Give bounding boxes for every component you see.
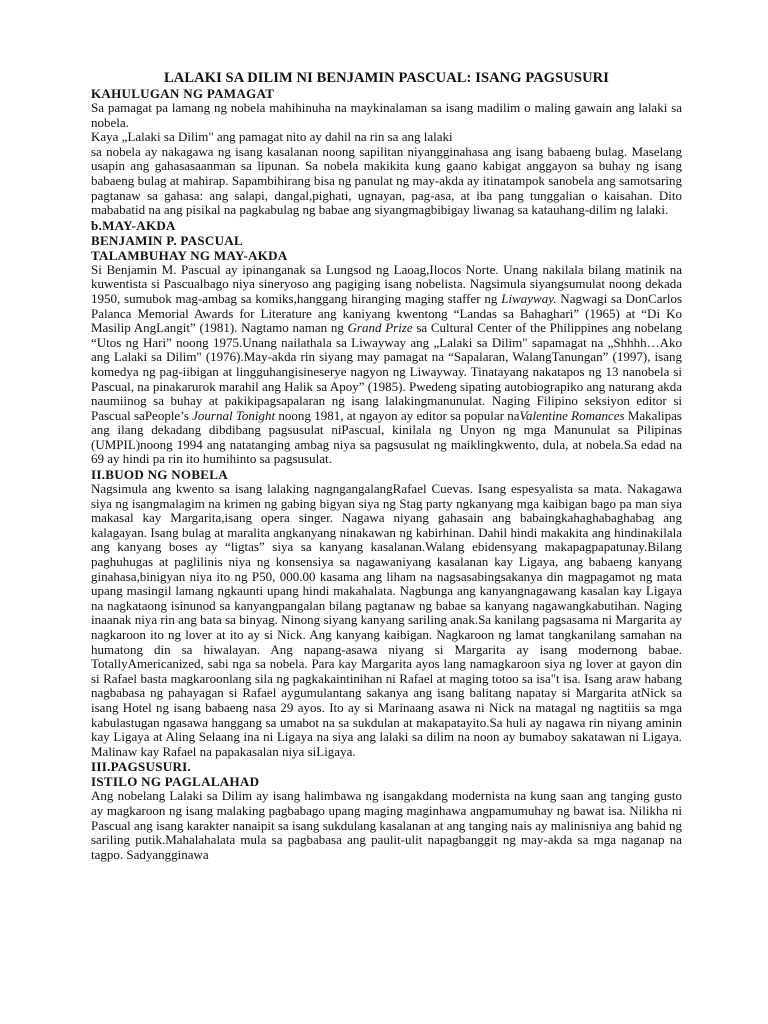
bio-text: Makalipas ang ilang dekadang dibdibang pagsusulat niPascual, kinilala ng Unyon ng mga Manunulat sa Pilipinas (UMPIL)noong 1994 ang natatanging ambag niya sa pagsusulat ng maiklingkwento, dula, at nobela.Sa edad na 69 ay hindi pa rin ito humihinto sa pagsusulat. bbox=[91, 407, 682, 467]
heading-pagsusuri: III.PAGSUSURI. bbox=[91, 759, 192, 775]
paragraph-kaya: Kaya „Lalaki sa Dilim" ang pamagat nito ay dahil na rin sa ang lalaki bbox=[91, 129, 453, 145]
heading-talambuhay: TALAMBUHAY NG MAY-AKDA bbox=[91, 247, 288, 263]
paragraph-istilo: Ang nobelang Lalaki sa Dilim ay isang halimbawa ng isangakdang modernista na kung saan ang tanging gusto ay magkaroon ng isang malaking pagbabago upang maging maginhawa angpamumuhay ng bawat isa. Nilikha ni Pascual ang isang karakter nanaipit sa isang sukdulang kasalanan at ang tanging nais ay malinisniya ang bahid ng sariling putik.Mahalahalata mula sa pagbabasa ang paulit-ulit napagbanggit ng may-akda sa mga naganap na tagpo. Sadyangginawa bbox=[91, 788, 682, 862]
paragraph-biography bbox=[91, 263, 682, 467]
bio-italic-grand-prize: Grand Prize bbox=[347, 320, 413, 336]
paragraph-buod: Nagsimula ang kwento sa isang lalaking nagngangalangRafael Cuevas. Isang espesyalista sa mata. Nakagawa siya ng isangmalagim na krimen ng gabing bigyan siya ng Stag party ngkanyang mga kaibigan bago pa man siya makasal kay Margarita,isang opera singer. Nagawa niyang gahasain ang babaingkahaghabaghabag ang kalagayan. Isang bulag at maralita angkanyang ninakawan ng kabirhinan. Dahil hindi makakita ang hindinakilala ang kanyang boses ay “ligtas” siya sa kanyang kasalanan.Walang ebidensyang makapagpapatunay.Bilang paghuhugas at paglilinis niya ng konsensiya sa nagawaniyang kasalanan kay Ligaya, ang babaeng kanyang ginahasa,binigyan niya ito ng P50, 000.00 kasama ang liham na nagsasabingsakanya din magpagamot ng mata upang masingil lamang ngkaunti upang hindi makahalata. Nagbunga ang kanyangnagawang kasalan kay Ligaya na nagkataong isinunod sa kanyangpangalan bilang pagtanaw ng babae sa kanyang nagawangkabutihan. Naging inaanak niya rin ang bata sa binyag. Ninong siyang kanyang sariling anak.Sa kanilang pagsasama ni Margarita ay nagkaroon ito ng lover at ito ay si Nick. Ang kanyang kaibigan. Nagkaroon ng lamat tangkanilang samahan na humatong din sa hiwalayan. Ang napang-asawa niyang si Margarita ay isang modernong babae. TotallyAmericanized, sabi nga sa nobela. Para kay Margarita ayos lang namagkaroon siya ng lover at gayon din si Rafael basta magkaroonlang sila ng pagkakaintinihan ni Rafael at maging totoo sa isa"t isa. Isang araw habang nagbabasa ng pahayagan si Rafael aygumulantang sakanya ang isang balitang napatay si Margarita atNick sa isang Hotel ng isang babaeng nasa 29 ayos. Ito ay si Marinaang asawa ni Nick na matagal ng nagtitiis sa mga kabulastugan ngasawa hanggang sa umabot na sa sukdulan at makapatayito.Sa huli ay nagawa rin niyang aminin kay Ligaya at Aling Selaang ina ni Ligaya na siya ang lalaki sa dilim na noon ay bumaboy sakatawan ni Ligaya. Malinaw kay Rafael na papakasalan niya siLigaya. bbox=[91, 481, 682, 759]
bio-italic-valentine: Valentine Romances bbox=[519, 407, 625, 423]
paragraph-nobela: sa nobela ay nakagawa ng isang kasalanan noong sapilitan niyangginahasa ang isang babaeng bulag. Maselang usapin ang gahasasaanman sa lipunan. Sa nobela makikita kung gaano kabigat anggayon sa buhay ng isang babaeng bulag at mahirap. Sapambihirang bisa ng panulat ng may-akda ay itinatampok sanobela ang samotsaring pagtanaw sa gahasa: ang salapi, dangal,pighati, ugnayan, pag-asa, at iba pang tunggalian o kaisahan. Dito mababatid na ang pisikal na pagkabulag ng babae ang siyangmagbibigay liwanag sa katauhang-dilim ng lalaki. bbox=[91, 143, 682, 218]
heading-author-name: BENJAMIN P. PASCUAL bbox=[91, 232, 243, 248]
heading-istilo: ISTILO NG PAGLALAHAD bbox=[91, 774, 260, 790]
bio-italic-liwayway: Liwayway. bbox=[501, 290, 557, 306]
paragraph-pamagat: Sa pamagat pa lamang ng nobela mahihinuha na maykinalaman sa isang madilim o maling gawain ang lalaki sa nobela. bbox=[91, 100, 682, 130]
bio-text: Si Benjamin M. Pascual ay ipinanganak sa Lungsod ng Laoag,Ilocos Norte. Unang nakilala bilang matinik na kuwentista si Pascualbago niya sineryoso ang pagiging isang nobelista. Nagsimula siyangsumulat noong dekada 1950, sumubok mag-ambag sa komiks,hanggang hiranging maging staffer ng bbox=[91, 261, 682, 306]
bio-text: sa Cultural Center of the Philippines ang nobelang “Utos ng Hari” noong 1975.Unang nailathala sa Liwayway ang „Lalaki sa Dilim" sapamagat na „Shhhh…Ako ang Lalaki sa Dilim" (1976).May-akda rin siyang may pamagat na “Sapalaran, WalangTanungan” (1997), isang komedya ng pag-iibigan at lingguhangisineserye nagyon ng Liwayway. Tinatayang nakatapos ng 13 nanobela si Pascual, na pinakarurok marahil ang Halik sa Apoy” (1985). Pwedeng sipating autobiograpiko ang naturang akda naumiinog sa buhay at pakikipagsapalaran ng isang lalakingmanunulat. Naging Filipino seksiyon editor si Pascual saPeople’s bbox=[91, 320, 682, 423]
bio-text: noong 1981, at ngayon ay editor sa popular na bbox=[275, 407, 520, 423]
heading-kahulugan: KAHULUGAN NG PAMAGAT bbox=[91, 86, 275, 101]
document-title: LALAKI SA DILIM NI BENJAMIN PASCUAL: ISANG PAGSUSURI bbox=[164, 70, 609, 86]
heading-may-akda: b.MAY-AKDA bbox=[91, 217, 176, 233]
bio-italic-journal: Journal Tonight bbox=[192, 407, 276, 423]
heading-buod: II.BUOD NG NOBELA bbox=[91, 467, 228, 483]
bio-text: Nagwagi sa DonCarlos Palanca Memorial Awards for Literature ang kaniyang kwentong “Landas sa Bahaghari” (1965) at “Di Ko Masilip AngLangit” (1981). Nagtamo naman ng bbox=[91, 290, 683, 336]
